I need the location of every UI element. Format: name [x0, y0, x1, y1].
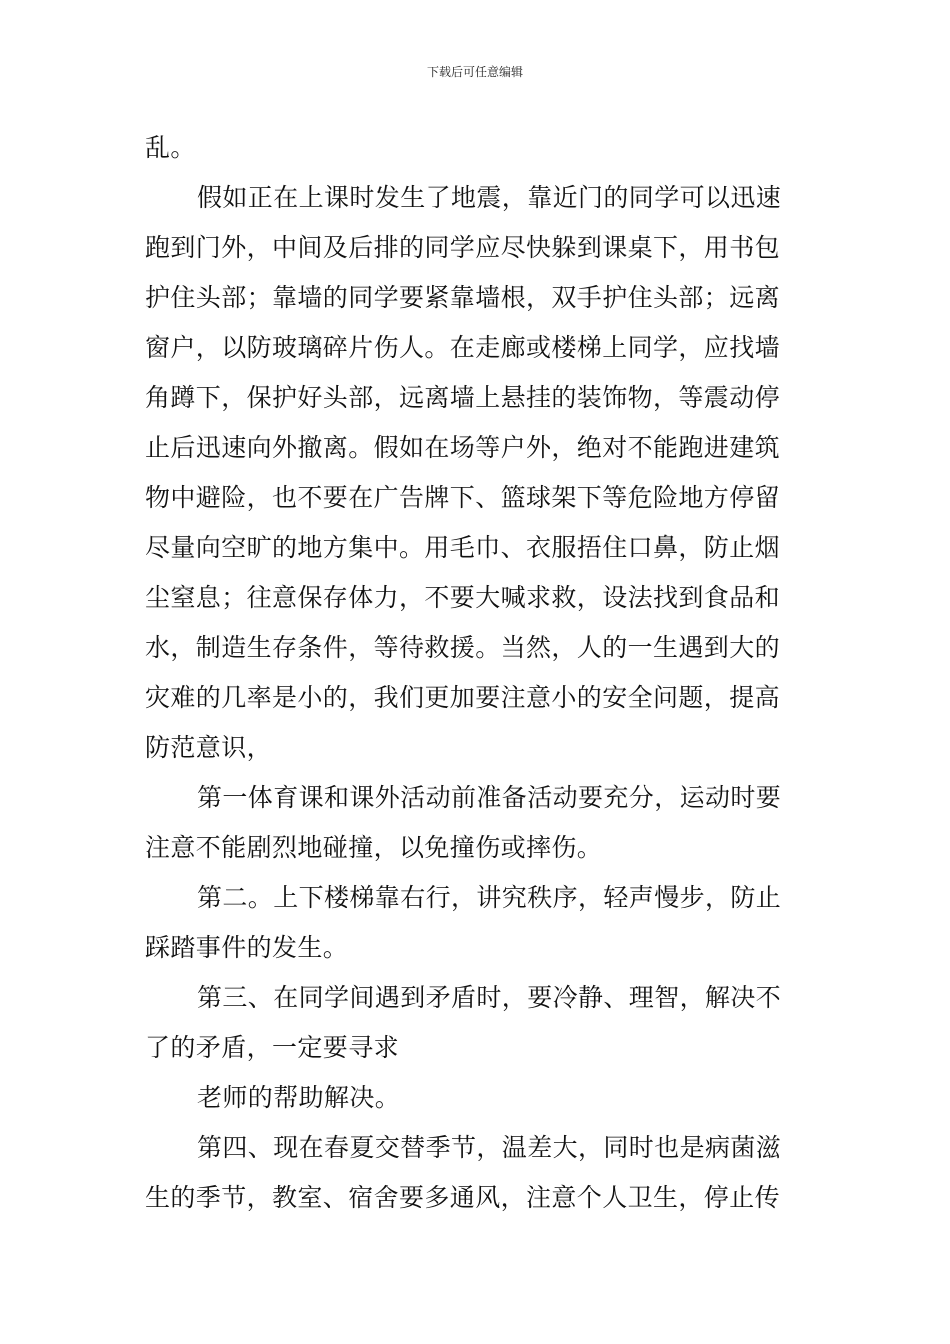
paragraph-first-line: 假如正在上课时发生了地震，靠近门的同学可以迅速	[197, 183, 782, 212]
text-line: 注意不能剧烈地碰撞，以免撞伤或摔伤。	[145, 833, 603, 862]
paragraph-first-line: 老师的帮助解决。	[197, 1083, 401, 1112]
text-line: 了的矛盾，一定要寻求	[145, 1033, 400, 1062]
text-line: 止后迅速向外撤离。假如在场等户外，绝对不能跑进建筑	[145, 433, 781, 462]
text-line: 踩踏事件的发生。	[145, 933, 349, 962]
text-line: 角蹲下，保护好头部，远离墙上悬挂的装饰物，等震动停	[145, 383, 781, 412]
text-line: 尽量向空旷的地方集中。用毛巾、衣服捂住口鼻，防止烟	[145, 533, 781, 562]
text-line: 防范意识，	[145, 733, 273, 762]
paragraph-first-line: 第一体育课和课外活动前准备活动要充分，运动时要	[197, 783, 782, 812]
paragraph-first-line: 第三、在同学间遇到矛盾时，要冷静、理智，解决不	[197, 983, 782, 1012]
text-line: 护住头部；靠墙的同学要紧靠墙根，双手护住头部；远离	[145, 283, 781, 312]
text-line: 物中避险，也不要在广告牌下、篮球架下等危险地方停留	[145, 483, 781, 512]
paragraph-first-line: 第二。上下楼梯靠右行，讲究秩序，轻声慢步，防止	[197, 883, 782, 912]
text-line: 跑到门外，中间及后排的同学应尽快躲到课桌下，用书包	[145, 233, 781, 262]
paragraph-first-line: 第四、现在春夏交替季节，温差大，同时也是病菌滋	[197, 1133, 782, 1162]
page-header: 下载后可任意编辑	[426, 65, 523, 79]
text-line: 尘窒息；往意保存体力，不要大喊求救，设法找到食品和	[145, 583, 781, 612]
text-line: 窗户，以防玻璃碎片伤人。在走廊或楼梯上同学，应找墙	[145, 333, 781, 362]
text-line: 灾难的几率是小的，我们更加要注意小的安全问题，提高	[145, 683, 781, 712]
text-line: 水，制造生存条件，等待救援。当然，人的一生遇到大的	[145, 633, 781, 662]
text-line: 乱。	[145, 133, 196, 162]
text-line: 生的季节，教室、宿舍要多通风，注意个人卫生，停止传	[145, 1183, 781, 1212]
